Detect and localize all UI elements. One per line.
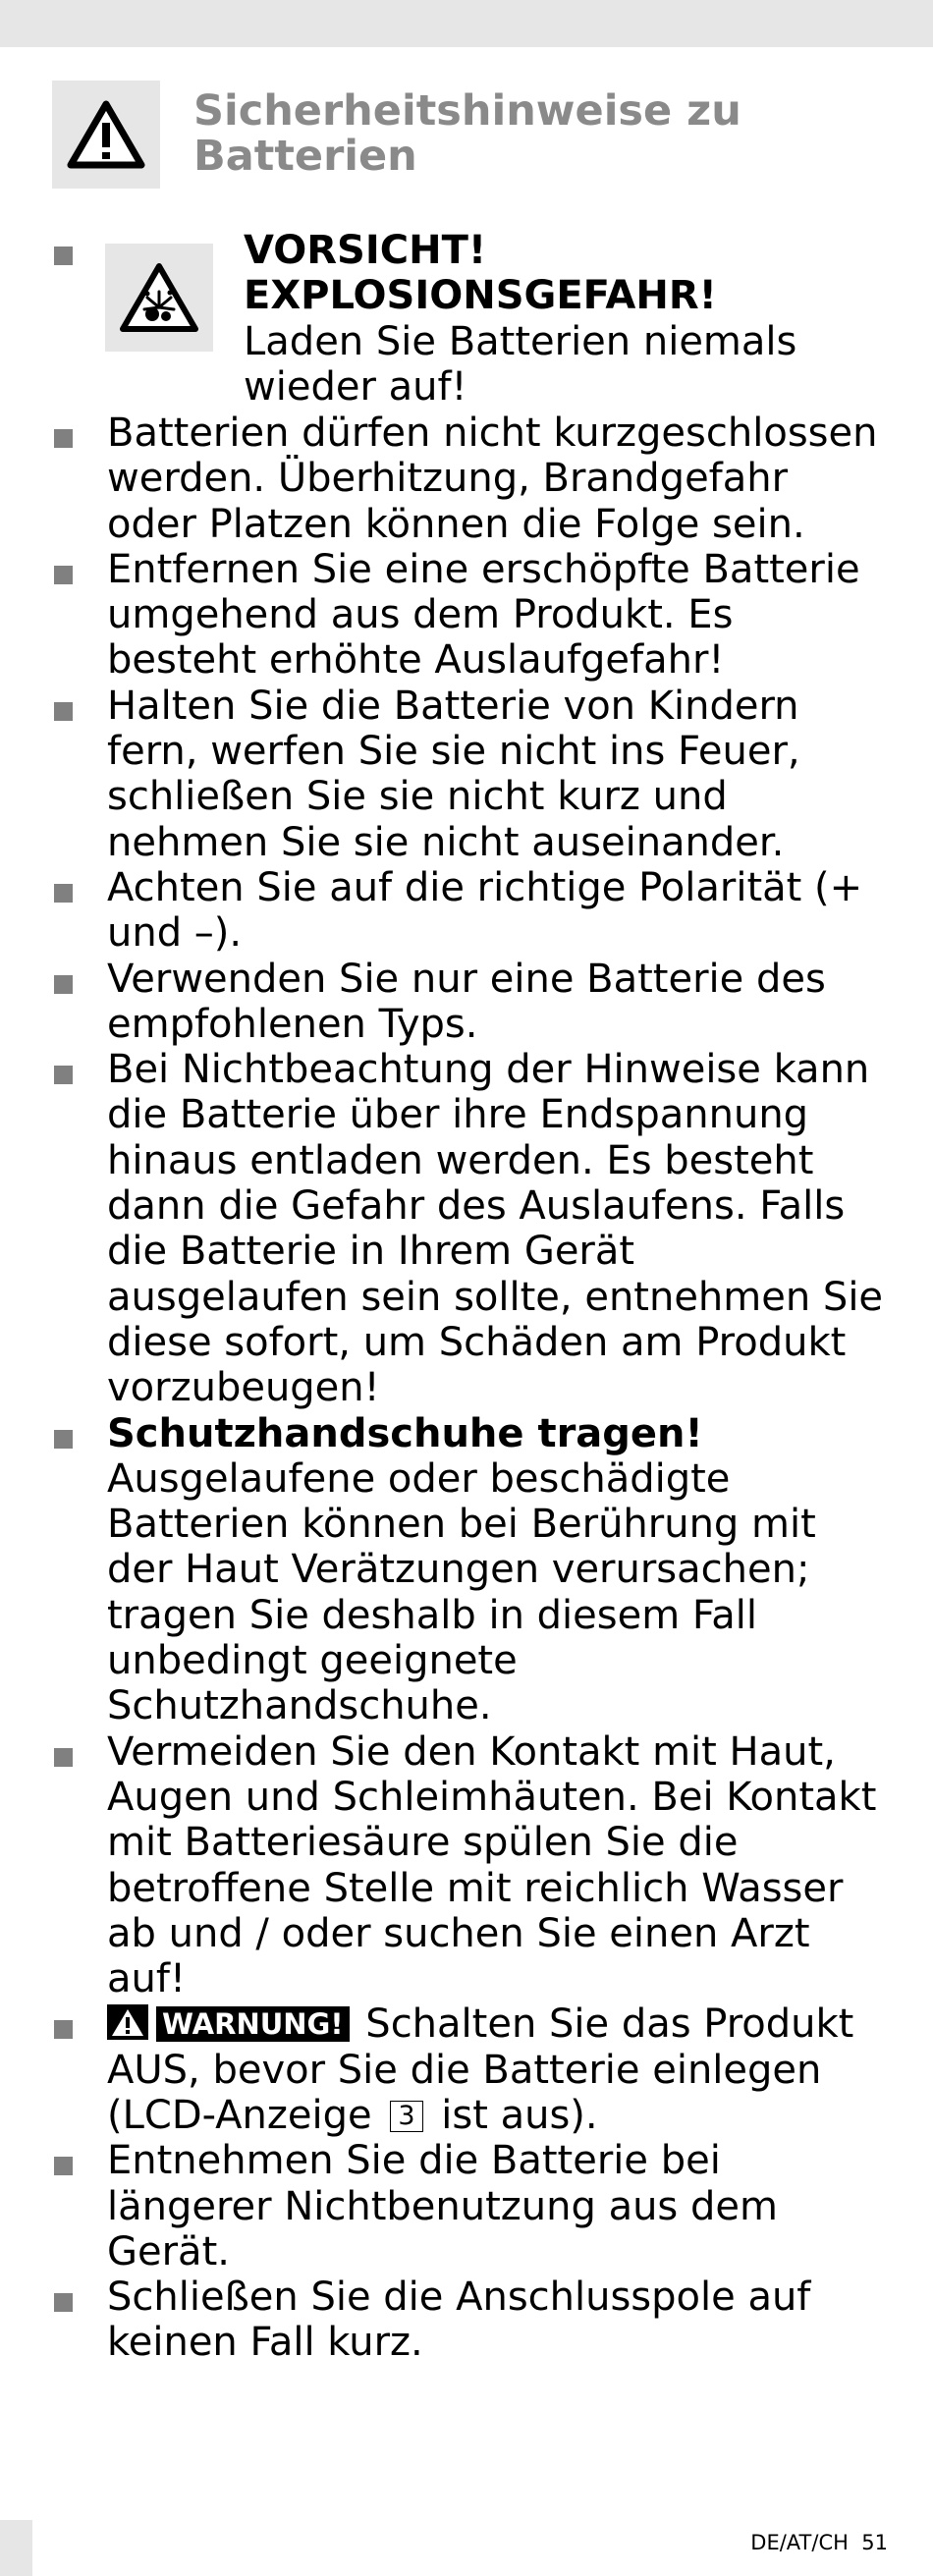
item-text: Achten Sie auf die richtige Polarität (+ und –). <box>107 864 863 957</box>
bullet-square <box>54 247 73 265</box>
section-header <box>52 81 897 191</box>
bullet-square <box>54 1748 73 1767</box>
gloves-heading: Schutzhandschuhe tragen! <box>107 1410 703 1456</box>
list-item <box>52 2275 887 2366</box>
bullet-square <box>54 702 73 721</box>
footer-region: DE/AT/CH <box>750 2531 849 2554</box>
explosion-icon <box>105 244 213 352</box>
list-item-warning <box>52 2001 887 2138</box>
list-item <box>52 1047 887 1410</box>
lcd-reference-number: 3 <box>390 2101 422 2132</box>
warning-triangle-icon <box>52 81 160 189</box>
item-text: Bei Nichtbeachtung der Hinweise kann die Batterie über ihre Endspannung hinaus entladen werden. Es besteht dann die Gefahr des Auslaufens. Falls die Batterie in Ihrem Gerät ausgelaufen sein sollte, entnehmen Sie diese sofort, um Schäden am Produkt vorzubeugen! <box>107 1047 884 1411</box>
list-item-explosion <box>52 228 887 411</box>
item-text: Vermeiden Sie den Kontakt mit Haut, Augen und Schleimhäuten. Bei Kontakt mit Batteriesäure spülen Sie die betroffene Stelle mit reichlich Wasser ab und / oder suchen Sie einen Arzt auf! <box>107 1728 877 2002</box>
warning-small-icon <box>107 2004 148 2040</box>
explosion-warning-text <box>244 228 852 410</box>
bullet-square <box>54 2157 73 2175</box>
bullet-square <box>54 2020 73 2039</box>
bullet-square <box>54 1066 73 1084</box>
list-item <box>52 547 887 684</box>
item-text-before: Schalten Sie das Produkt AUS, bevor Sie die Batterie einlegen (LCD-Anzeige <box>107 2001 854 2138</box>
item-text: Batterien dürfen nicht kurzgeschlossen werden. Überhitzung, Brandgefahr oder Platzen können die Folge sein. <box>107 411 878 547</box>
list-item <box>52 1729 887 2002</box>
list-item <box>52 411 887 547</box>
list-item-gloves <box>52 1411 887 1729</box>
item-text: Verwenden Sie nur eine Batterie des empfohlenen Typs. <box>107 956 826 1047</box>
list-item <box>52 2138 887 2275</box>
page-footer <box>750 2528 888 2557</box>
caution-title-line1: VORSICHT! <box>244 228 487 273</box>
caution-title-line2: EXPLOSIONSGEFAHR! <box>244 273 717 319</box>
item-text: Ausgelaufene oder beschädigte Batterien können bei Berührung mit der Haut Verätzungen verursachen; tragen Sie deshalb in diesem Fall unbedingt geeignete Schutzhandschuhe. <box>107 1455 816 1729</box>
bullet-square <box>54 975 73 994</box>
warning-label: WARNUNG! <box>156 2006 350 2042</box>
list-item <box>52 957 887 1048</box>
bullet-square <box>54 2293 73 2312</box>
caution-text: Laden Sie Batterien niemals wieder auf! <box>244 318 797 410</box>
page-number: 51 <box>861 2531 888 2554</box>
list-item <box>52 684 887 865</box>
bullet-square <box>54 566 73 584</box>
bullet-square <box>54 884 73 903</box>
top-band <box>0 0 933 47</box>
section-title: Sicherheitshinweise zu Batterien <box>193 86 741 181</box>
item-text-after: ist aus). <box>441 2092 598 2138</box>
item-text: Schließen Sie die Anschlusspole auf keinen Fall kurz. <box>107 2275 811 2366</box>
list-item <box>52 865 887 957</box>
item-text: Halten Sie die Batterie von Kindern fern, werfen Sie sie nicht ins Feuer, schließen Sie sie nicht kurz und nehmen Sie sie nicht auseinander. <box>107 683 800 865</box>
item-text: Entfernen Sie eine erschöpfte Batterie umgehend aus dem Produkt. Es besteht erhöhte Auslaufgefahr! <box>107 546 860 684</box>
bullet-square <box>54 1430 73 1449</box>
safety-list <box>52 228 887 2366</box>
bullet-square <box>54 429 73 448</box>
item-text: Entnehmen Sie die Batterie bei längerer Nichtbenutzung aus dem Gerät. <box>107 2138 778 2275</box>
